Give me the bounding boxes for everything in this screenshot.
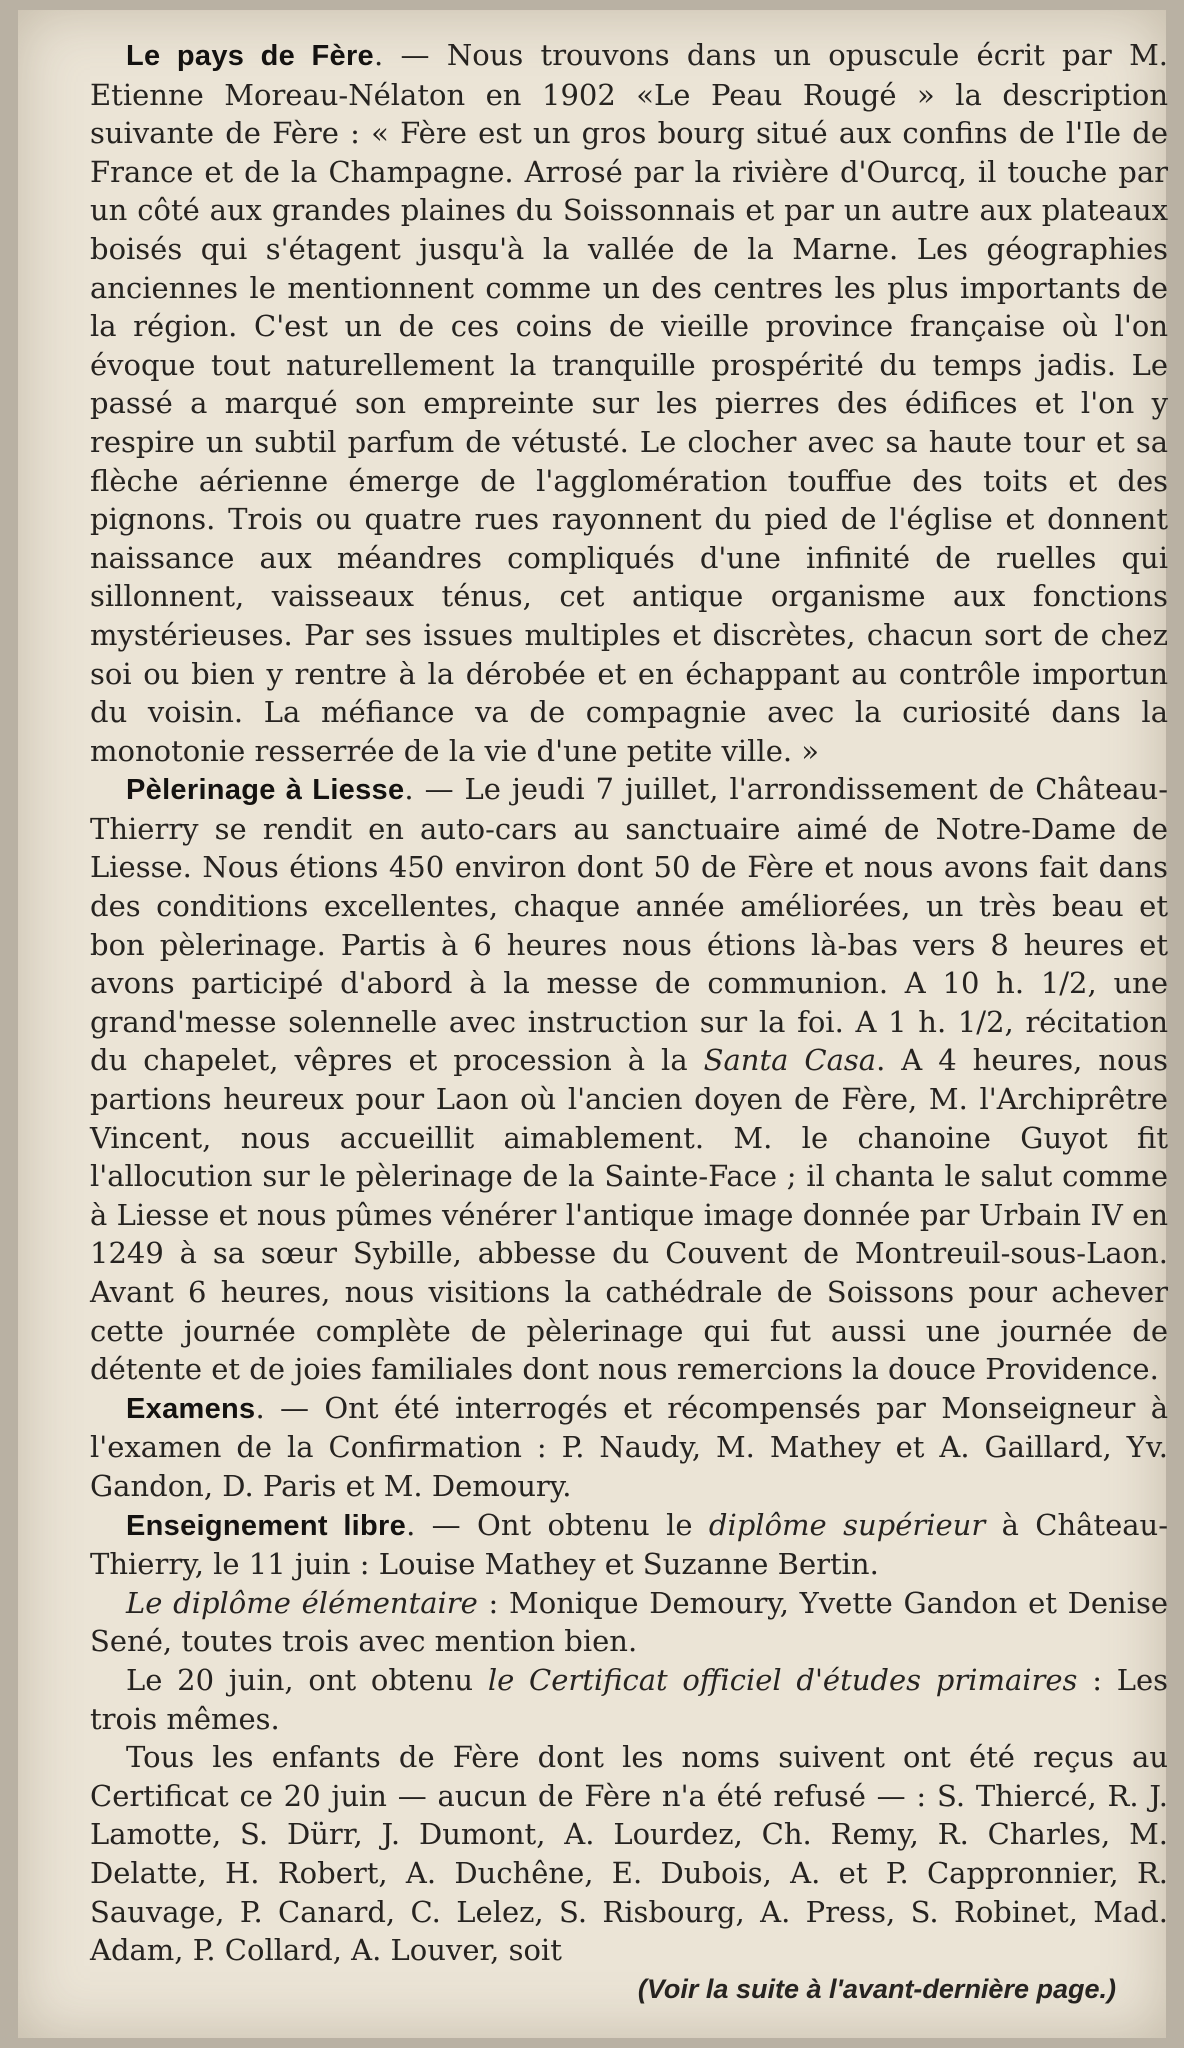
heading-pays-de-fere: Le pays de Fère bbox=[126, 40, 374, 72]
body-examens: . — Ont été interrogés et récompensés par Monseigneur à l'examen de la Confirmation : P. Naudy, M. Mathey et A. Gaillard, Yv. Gandon, D. Paris et M. Demoury. bbox=[90, 1390, 1168, 1503]
paragraph-pelerinage bbox=[90, 770, 1168, 1389]
heading-enseignement: Enseignement libre bbox=[126, 1509, 407, 1542]
body-enseignement-2: à Château-Thierry, le 11 juin : Louise Mathey et Suzanne Bertin. bbox=[90, 1507, 1168, 1582]
body-pelerinage-1: . — Le jeudi 7 juillet, l'arrondissement de Château-Thierry se rendit en auto-cars au sanctuaire aimé de Notre-Dame de Liesse. Nous étions 450 environ dont 50 de Fère et nous avons fait dans des conditions excellentes, chaque année améliorées, un très beau et bon pèlerinage. Partis à 6 heures nous étions là-bas vers 8 heures et avons participé d'abord à la messe de communion. A 10 h. 1/2, une grand'messe solennelle avec instruction sur la foi. A 1 h. 1/2, récitation du chapelet, vêpres et procession à la bbox=[90, 772, 1168, 1078]
santa-casa-italic: Santa Casa bbox=[703, 1043, 877, 1078]
heading-pelerinage: Pèlerinage à Liesse bbox=[126, 774, 405, 807]
heading-examens: Examens bbox=[126, 1392, 256, 1425]
diplome-superieur-italic: diplôme supérieur bbox=[708, 1507, 986, 1542]
paragraph-certificat bbox=[90, 1661, 1168, 1738]
body-pelerinage-2: . A 4 heures, nous partions heureux pour Laon où l'ancien doyen de Fère, M. l'Archiprêtre Vincent, nous accueillit aimablement. M. le chanoine Guyot fit l'allocution sur le pèlerinage de la Sainte-Face ; il chanta le salut comme à Liesse et nous pûmes vénérer l'antique image donnée par Urbain IV en 1249 à sa sœur Sybille, abbesse du Couvent de Montreuil-sous-Laon. Avant 6 heures, nous visitions la cathédrale de Soissons pour achever cette journée complète de pèlerinage qui fut aussi une journée de détente et de joies familiales dont nous remercions la douce Providence. bbox=[90, 1043, 1169, 1387]
paragraph-examens bbox=[90, 1389, 1168, 1506]
body-pays-de-fere: . — Nous trouvons dans un opuscule écrit par M. Etienne Moreau-Nélaton en 1902 «Le Peau Rougé » la description suivante de Fère : « Fère est un gros bourg situé aux confins de l'Ile de France et de la Champagne. Arrosé par la rivière d'Ourcq, il touche par un côté aux grandes plaines du Soissonnais et par un autre aux plateaux boisés qui s'étagent jusqu'à la vallée de la Marne. Les géographies anciennes le mentionnent comme un des centres les plus importants de la région. C'est un de ces coins de vieille province française où l'on évoque tout naturellement la tranquille prospérité du temps jadis. Le passé a marqué son empreinte sur les pierres des édifices et l'on y respire un subtil parfum de vétusté. Le clocher avec sa haute tour et sa flèche aérienne émerge de l'agglomération touffue des toits et des pignons. Trois ou quatre rues rayonnent du pied de l'église et donnent naissance aux méandres compliqués d'une infinité de ruelles qui sillonnent, vaisseaux ténus, cet antique organisme aux fonctions mystérieuses. Par ses issues multiples et discrètes, chacun sort de chez soi ou bien y rentre à la dérobée et en échappant au contrôle importun du voisin. La méfiance va de compagnie avec la curiosité dans la monotonie resserrée de la vie d'une petite ville. » bbox=[90, 38, 1168, 768]
continued-note: (Voir la suite à l'avant-dernière page.) bbox=[637, 1973, 1116, 2004]
paragraph-pays-de-fere bbox=[90, 36, 1168, 770]
body-enseignement-4: Le 20 juin, ont obtenu bbox=[126, 1662, 488, 1697]
certificat-italic: le Certificat officiel d'études primaires bbox=[487, 1662, 1078, 1697]
body-enseignement-3: : Monique Demoury, Yvette Gandon et Denise Sené, toutes trois avec mention bien. bbox=[90, 1585, 1169, 1659]
body-enseignement-1: . — Ont obtenu le bbox=[406, 1507, 709, 1542]
paragraph-enfants-recus bbox=[90, 1738, 1168, 1970]
page-sheet bbox=[18, 10, 1169, 2038]
body-enseignement-6: Tous les enfants de Fère dont les noms suivent ont été reçus au Certificat ce 20 juin — aucun de Fère n'a été refusé — : S. Thiercé, R. J. Lamotte, S. Dürr, J. Dumont, A. Lourdez, Ch. Remy, R. Charles, M. Delatte, H. Robert, A. Duchêne, E. Dubois, A. et P. Cappronnier, R. Sauvage, P. Canard, C. Lelez, S. Risbourg, A. Press, S. Robinet, Mad. Adam, P. Collard, A. Louver, soit bbox=[90, 1740, 1168, 1968]
article-text bbox=[90, 36, 1168, 2008]
diplome-elementaire-italic: Le diplôme élémentaire bbox=[126, 1585, 478, 1620]
paragraph-diplome-elementaire bbox=[90, 1584, 1168, 1661]
paragraph-enseignement bbox=[90, 1506, 1168, 1584]
body-enseignement-5: : Les trois mêmes. bbox=[90, 1662, 1168, 1736]
